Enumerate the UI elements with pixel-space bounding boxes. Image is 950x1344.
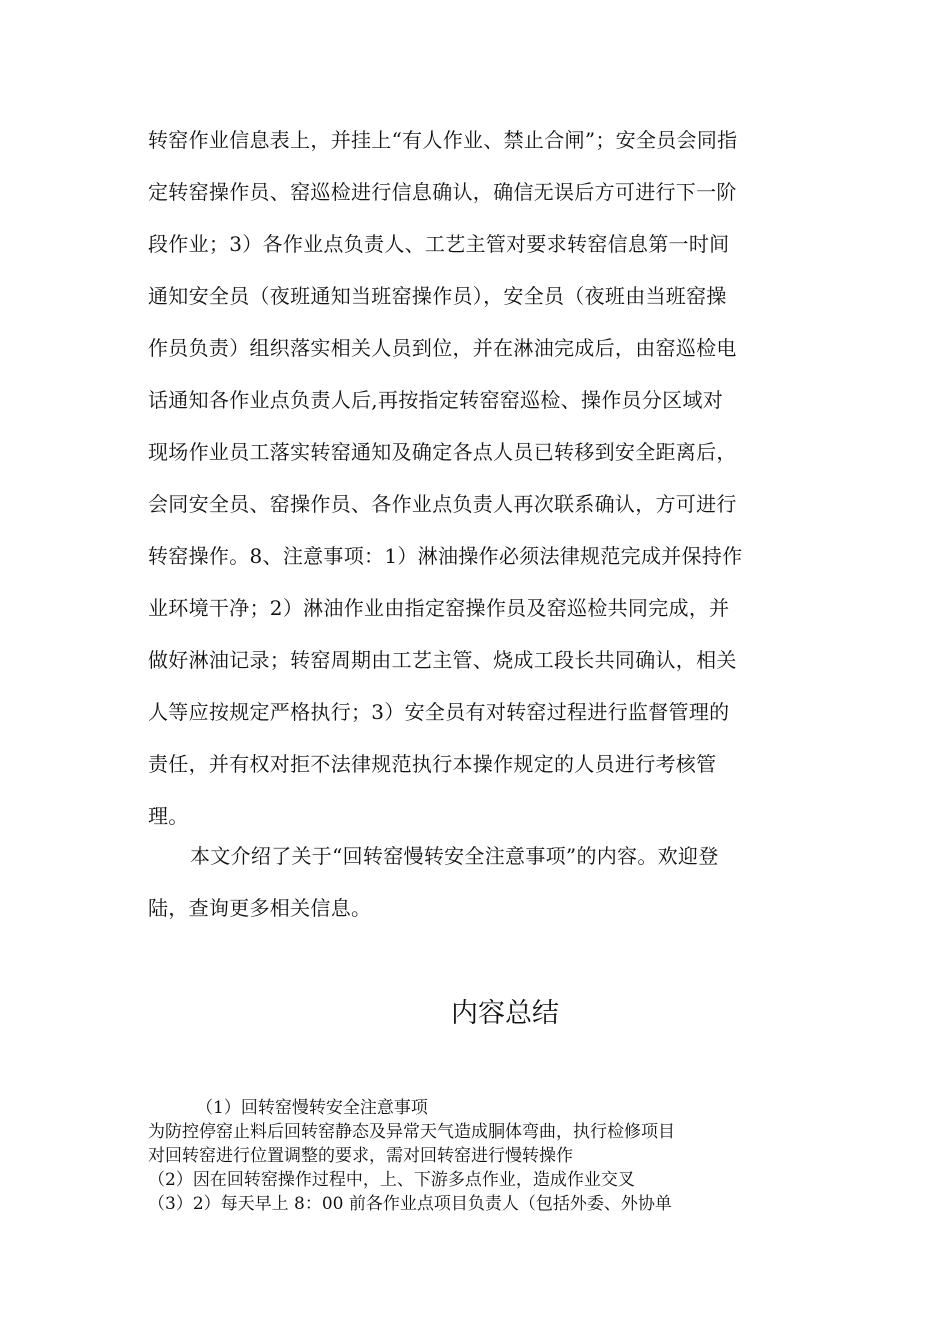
body-line: 责任，并有权对拒不法律规范执行本操作规定的人员进行考核管	[148, 752, 717, 776]
body-line: 业环境干净；2）淋油作业由指定窑操作员及窑巡检共同完成，并	[148, 596, 730, 620]
body-line: 人等应按规定严格执行；3）安全员有对转窑过程进行监督管理的	[148, 700, 730, 724]
body-line: 作员负责）组织落实相关人员到位，并在淋油完成后，由窑巡检电	[148, 336, 737, 360]
body-line: 话通知各作业点负责人后,再按指定转窑窑巡检、操作员分区域对	[148, 388, 724, 412]
body-line: 转窑作业信息表上，并挂上“有人作业、禁止合闸”；安全员会同指	[148, 128, 738, 152]
summary-item: 为防控停窑止料后回转窑静态及异常天气造成胴体弯曲，执行检修项目	[148, 1122, 675, 1142]
body-line: 会同安全员、窑操作员、各作业点负责人再次联系确认，方可进行	[148, 492, 737, 516]
body-line: 段作业；3）各作业点负责人、工艺主管对要求转窑信息第一时间	[148, 232, 730, 256]
body-line: 转窑操作。8、注意事项：1）淋油操作必须法律规范完成并保持作	[148, 544, 743, 568]
summary-list	[148, 1096, 808, 1216]
summary-item: （3）2）每天早上 8：00 前各作业点项目负责人（包括外委、外协单	[148, 1194, 672, 1214]
closing-line: 陆，查询更多相关信息。	[148, 896, 372, 920]
closing-paragraph	[148, 830, 808, 934]
summary-item: （2）因在回转窑操作过程中，上、下游多点作业，造成作业交叉	[148, 1170, 635, 1190]
body-paragraph	[148, 114, 808, 842]
summary-item: 对回转窑进行位置调整的要求，需对回转窑进行慢转操作	[148, 1146, 573, 1166]
body-line: 定转窑操作员、窑巡检进行信息确认，确信无误后方可进行下一阶	[148, 180, 737, 204]
summary-item: （1）回转窑慢转安全注意事项	[196, 1098, 428, 1118]
body-line: 做好淋油记录；转窑周期由工艺主管、烧成工段长共同确认，相关	[148, 648, 737, 672]
summary-title: 内容总结	[451, 998, 559, 1029]
body-line: 通知安全员（夜班通知当班窑操作员），安全员（夜班由当班窑操	[148, 284, 727, 308]
body-line: 现场作业员工落实转窑通知及确定各点人员已转移到安全距离后，	[148, 440, 737, 464]
body-line: 理。	[148, 804, 189, 828]
closing-line: 本文介绍了关于“回转窑慢转安全注意事项”的内容。欢迎登	[190, 844, 719, 868]
